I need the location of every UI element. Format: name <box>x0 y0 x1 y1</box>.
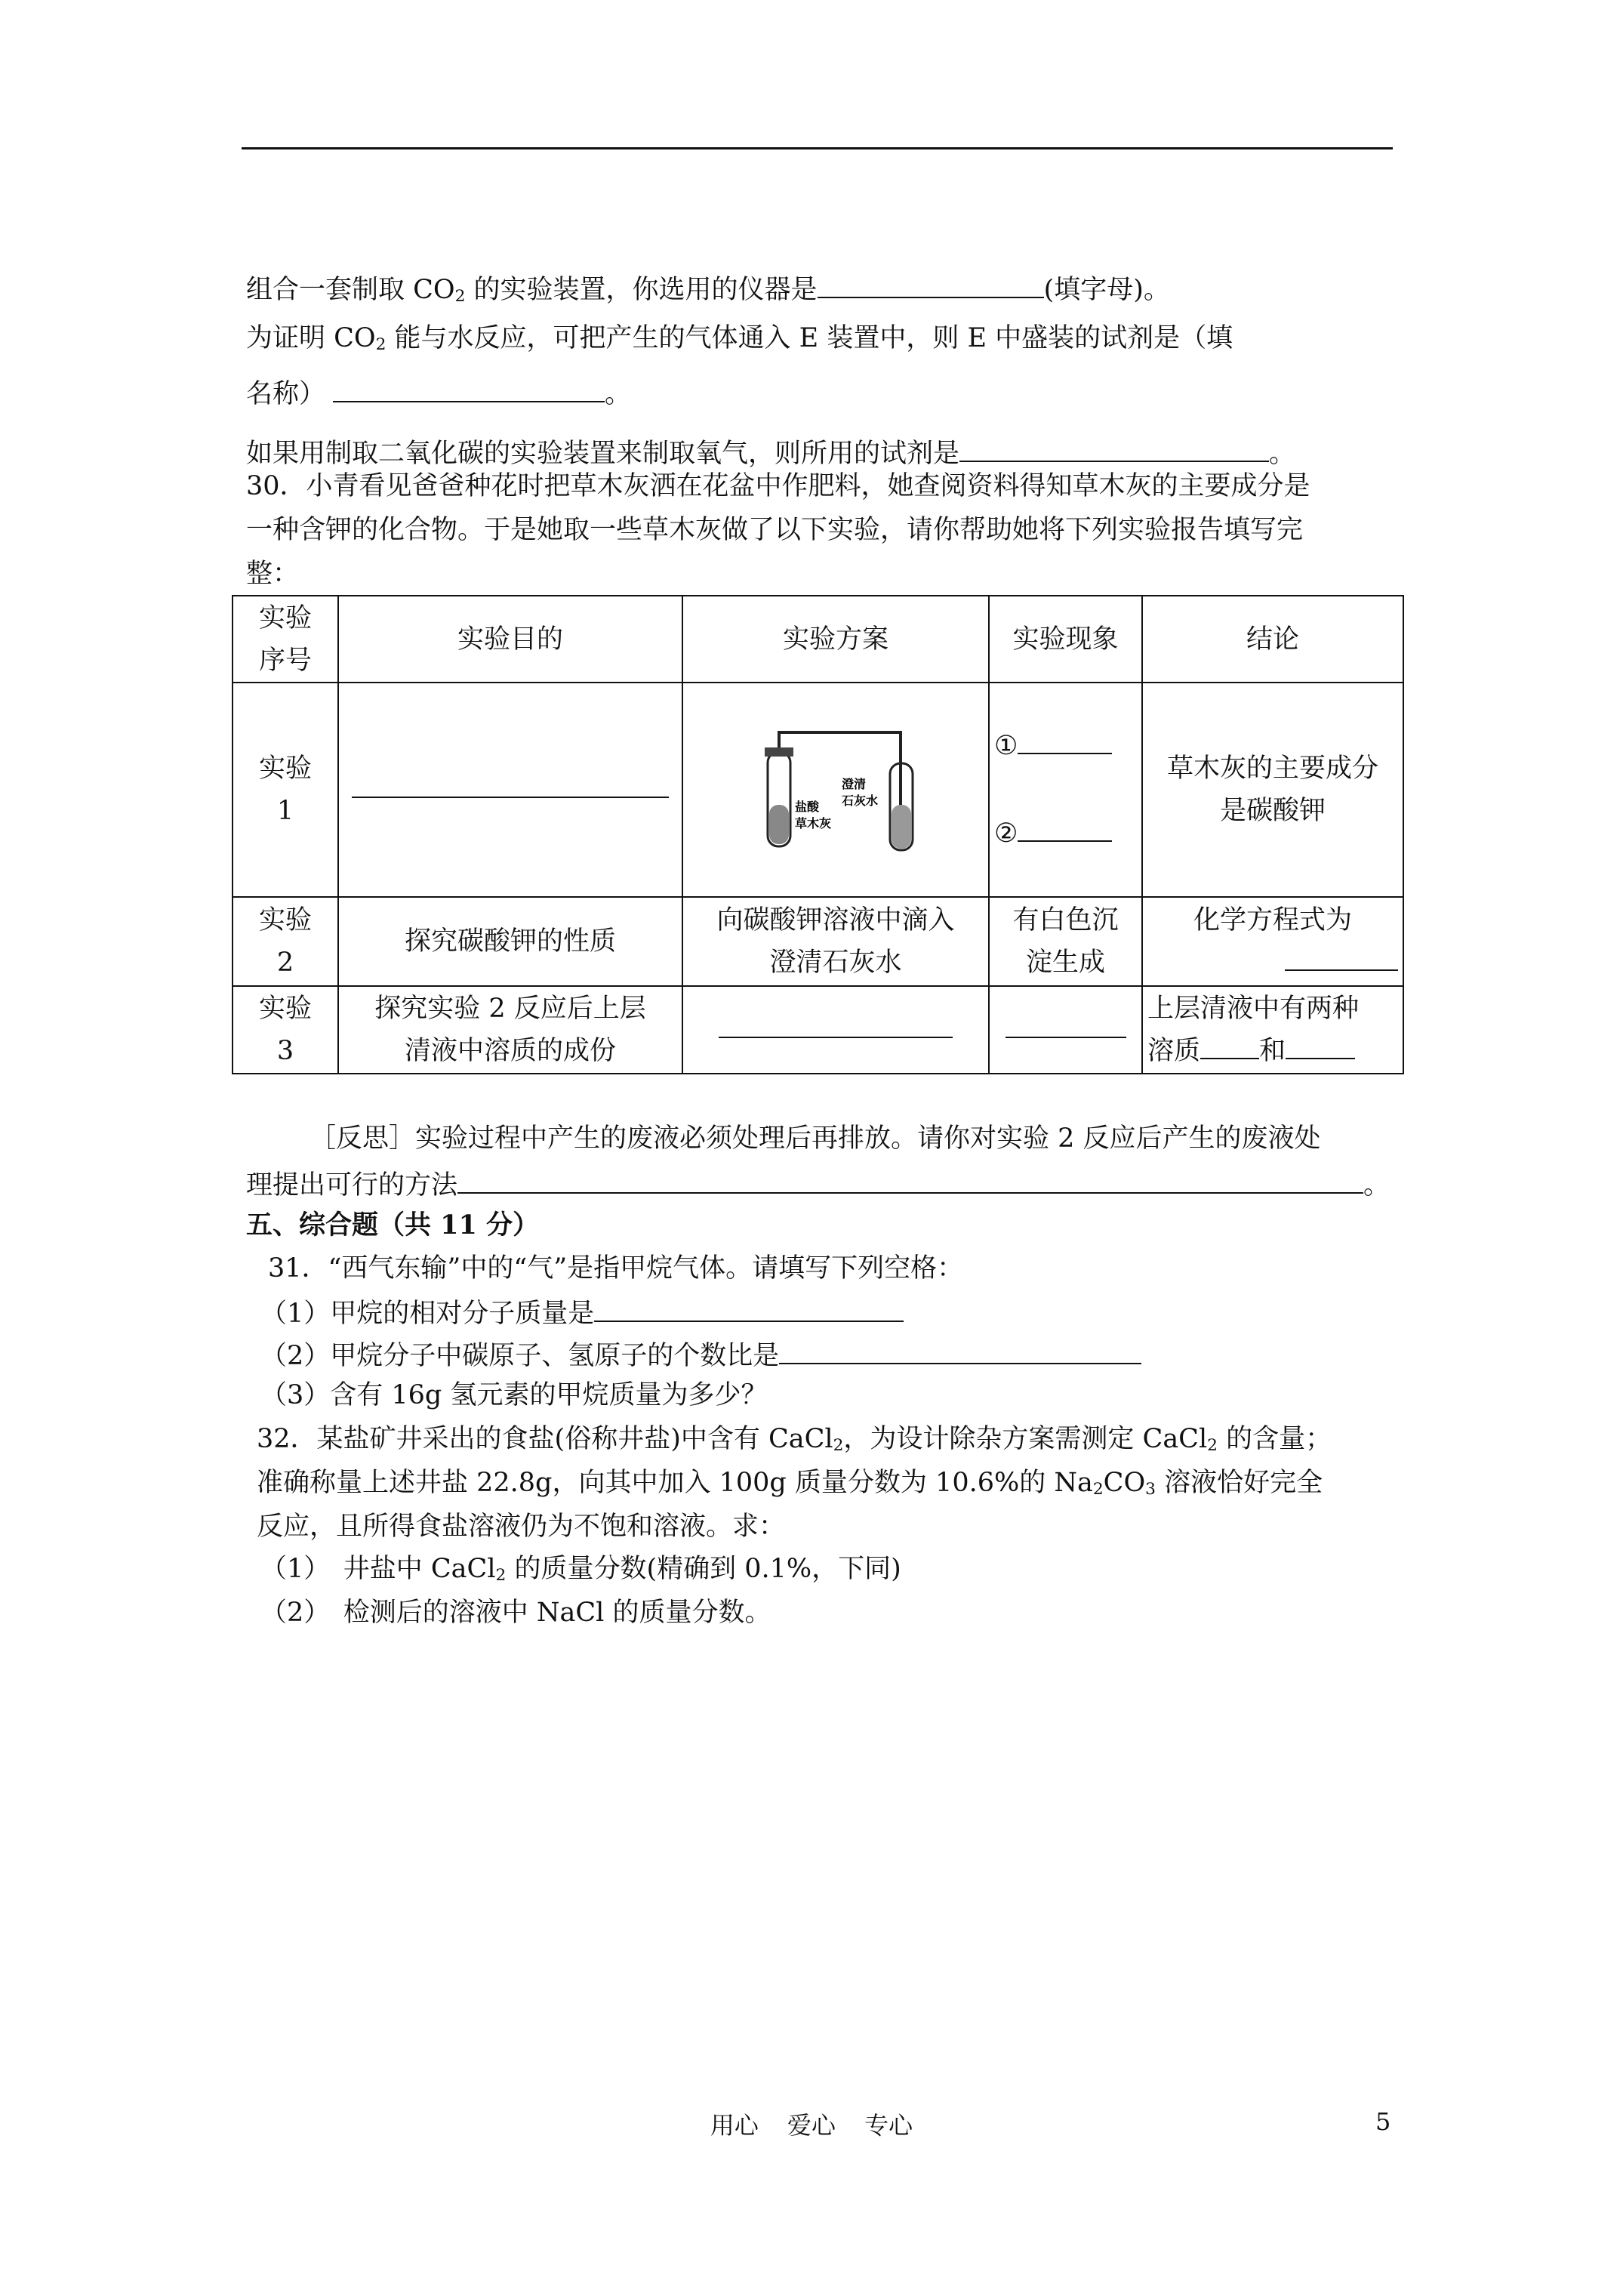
answer-blank[interactable] <box>1285 943 1398 971</box>
answer-blank[interactable] <box>457 1166 1363 1194</box>
q32-line-2: 准确称量上述井盐 22.8g，向其中加入 100g 质量分数为 10.6%的 $Na_2CO_3$ 溶液恰好完全 <box>257 1468 1323 1499</box>
answer-blank[interactable] <box>818 270 1044 298</box>
answer-blank[interactable] <box>1018 726 1112 754</box>
row1-conclusion: 草木灰的主要成分 是碳酸钾 <box>1142 683 1403 897</box>
row3-plan <box>682 986 989 1074</box>
q32-line-3: 反应，且所得食盐溶液仍为不饱和溶液。求： <box>257 1512 786 1542</box>
row1-purpose <box>338 683 682 897</box>
answer-blank[interactable] <box>1200 1031 1259 1059</box>
gas-test-apparatus-diagram <box>753 722 919 858</box>
answer-blank[interactable] <box>1006 1010 1126 1038</box>
answer-blank[interactable] <box>719 1010 953 1038</box>
row3-purpose: 探究实验 2 反应后上层 清液中溶质的成份 <box>338 986 682 1074</box>
experiment-report-table <box>232 595 1404 1074</box>
row3-seq: 实验 3 <box>233 986 338 1074</box>
header-conclusion: 结论 <box>1142 596 1403 683</box>
label-plant-ash: 草木灰 <box>795 816 832 831</box>
answer-blank[interactable] <box>1286 1031 1355 1059</box>
q31-part-3: （3）含有 16g 氢元素的甲烷质量为多少？ <box>260 1380 768 1410</box>
q31-part-1: （1）甲烷的相对分子质量是 <box>260 1294 904 1332</box>
row3-phenomenon <box>989 986 1142 1074</box>
answer-blank[interactable] <box>352 770 669 798</box>
row2-conclusion: 化学方程式为 <box>1142 897 1403 986</box>
q29-line-4: 如果用制取二氧化碳的实验装置来制取氧气，则所用的试剂是 。 <box>246 434 1295 472</box>
label-clear: 澄清 <box>842 777 867 791</box>
label-hydrochloric-acid: 盐酸 <box>795 800 820 814</box>
q32-part-1: （1） 井盐中 CaCl$_2$ 的质量分数(精确到 0.1%，下同) <box>260 1554 901 1585</box>
header-phenomenon: 实验现象 <box>989 596 1142 683</box>
row2-seq: 实验 2 <box>233 897 338 986</box>
q32-part-2: （2） 检测后的溶液中 NaCl 的质量分数。 <box>260 1598 771 1628</box>
reflection-line-1: ［反思］实验过程中产生的废液必须处理后再排放。请你对实验 2 反应后产生的废液处 <box>310 1123 1321 1154</box>
q30-line-1: 30．小青看见爸爸种花时把草木灰洒在花盆中作肥料，她查阅资料得知草木灰的主要成分是 <box>246 471 1310 501</box>
answer-blank[interactable] <box>779 1336 1141 1364</box>
label-limewater: 石灰水 <box>842 794 879 808</box>
header-seq: 实验 序号 <box>233 596 338 683</box>
q32-line-1: 32．某盐矿井采出的食盐(俗称井盐)中含有 CaCl$_2$，为设计除杂方案需测定 CaCl$_2$ 的含量； <box>257 1424 1332 1455</box>
section-5-title: 五、综合题（共 11 分） <box>246 1210 540 1240</box>
q31-part-2: （2）甲烷分子中碳原子、氢原子的个数比是 <box>260 1336 1141 1374</box>
q29-line-2: 为证明 $CO_2$ 能与水反应，可把产生的气体通入 E 装置中，则 E 中盛装的试剂是（填 <box>246 323 1233 354</box>
header-rule <box>242 147 1393 149</box>
footer-motto: 用心 爱心 专心 <box>710 2111 913 2140</box>
row1-seq: 实验 1 <box>233 683 338 897</box>
q31-stem: 31．“西气东输”中的“气”是指甲烷气体。请填写下列空格： <box>268 1253 964 1284</box>
answer-blank[interactable] <box>594 1294 904 1322</box>
page-number: 5 <box>1375 2107 1391 2136</box>
header-purpose: 实验目的 <box>338 596 682 683</box>
header-plan: 实验方案 <box>682 596 989 683</box>
q29-line-1: 组合一套制取 $CO_2$ 的实验装置，你选用的仪器是 (填字母)。 <box>246 270 1170 308</box>
row1-plan <box>682 683 989 897</box>
table-row <box>233 897 1403 986</box>
answer-blank[interactable] <box>959 434 1269 462</box>
row2-phenomenon: 有白色沉 淀生成 <box>989 897 1142 986</box>
answer-blank[interactable] <box>333 374 605 402</box>
q29-line-3: 名称） 。 <box>246 374 631 412</box>
row3-conclusion: 上层清液中有两种 溶质 和 <box>1142 986 1403 1074</box>
q30-line-3: 整： <box>246 559 300 589</box>
table-row <box>233 683 1403 897</box>
row1-phenomena: ① ② <box>989 683 1142 897</box>
row2-purpose: 探究碳酸钾的性质 <box>338 897 682 986</box>
q30-line-2: 一种含钾的化合物。于是她取一些草木灰做了以下实验，请你帮助她将下列实验报告填写完 <box>246 515 1304 545</box>
table-row <box>233 986 1403 1074</box>
row2-plan: 向碳酸钾溶液中滴入 澄清石灰水 <box>682 897 989 986</box>
table-header-row <box>233 596 1403 683</box>
reflection-line-2: 理提出可行的方法 。 <box>246 1166 1390 1203</box>
answer-blank[interactable] <box>1018 814 1112 842</box>
